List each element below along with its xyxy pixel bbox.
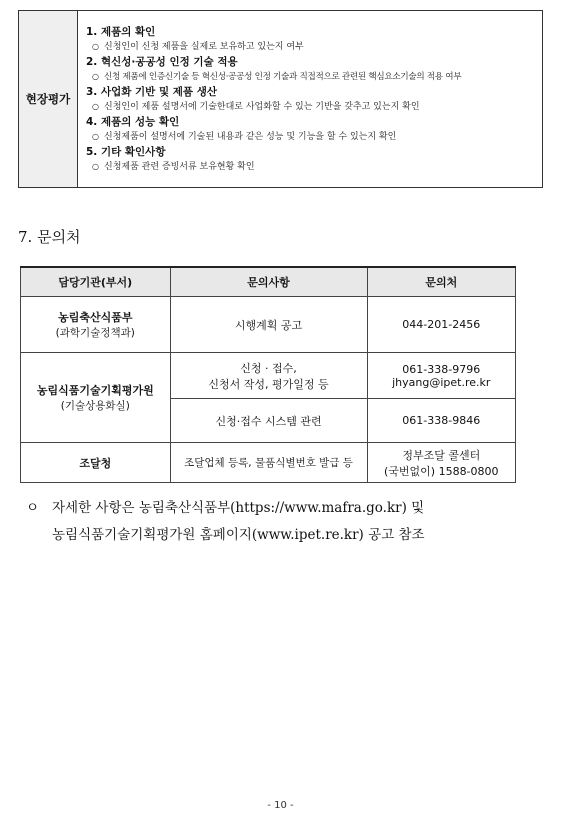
org-name: 농림축산식품부 (58, 311, 133, 324)
bullet-icon: ○ (92, 132, 99, 141)
table-header-row (21, 267, 516, 297)
contact-table (20, 266, 516, 483)
header-org: 담당기관(부서) (21, 267, 171, 297)
org-dept: (과학기술정책과) (55, 327, 135, 339)
table-row (21, 353, 516, 399)
inquiry-cell: 조달업체 등록, 물품식별번호 발급 등 (170, 443, 367, 483)
email-link[interactable]: jhyang@ipet.re.kr (392, 375, 491, 389)
evaluation-criteria (78, 11, 543, 188)
contact-cell: 044-201-2456 (367, 297, 515, 353)
evaluation-table (18, 10, 543, 188)
evaluation-label: 현장평가 (19, 11, 78, 188)
page-number: - 10 - (267, 800, 294, 811)
criteria-desc: ○ 신청인이 제품 설명서에 기술한대로 사업화할 수 있는 기반을 갖추고 있는지 확인 (92, 102, 420, 112)
criteria-title: 3. 사업화 기반 및 제품 생산 (86, 86, 218, 98)
contact-cell: 061-338-9846 (367, 399, 515, 443)
criteria-title: 4. 제품의 성능 확인 (86, 116, 180, 128)
table-row (21, 443, 516, 483)
note-line-1: ㅇ 자세한 사항은 농림축산식품부(https://www.mafra.go.kr) 및 (26, 495, 546, 522)
criteria-desc: ○ 신청인이 신청 제품을 실제로 보유하고 있는지 여부 (92, 42, 304, 52)
criteria-title: 2. 혁신성·공공성 인정 기술 적용 (86, 56, 238, 68)
criteria-title: 5. 기타 확인사항 (86, 146, 166, 158)
bullet-icon: ㅇ (26, 500, 40, 516)
criteria-desc: ○ 신청제품 관련 증빙서류 보유현황 확인 (92, 162, 255, 172)
criteria-title: 1. 제품의 확인 (86, 26, 156, 38)
org-dept: (기술상용화실) (60, 400, 130, 412)
criteria-desc: ○ 신청제품이 설명서에 기술된 내용과 같은 성능 및 기능을 할 수 있는지 확인 (92, 132, 397, 142)
org-cell (21, 297, 171, 353)
inquiry-cell: 시행계획 공고 (170, 297, 367, 353)
table-row (21, 297, 516, 353)
criteria-item (86, 84, 534, 114)
criteria-item (86, 114, 534, 144)
header-inquiry: 문의사항 (170, 267, 367, 297)
contact-cell: 061-338-9796 jhyang@ipet.re.kr (367, 353, 515, 399)
header-contact: 문의처 (367, 267, 515, 297)
bullet-icon: ○ (92, 72, 99, 81)
inquiry-cell: 신청 · 접수, 신청서 작성, 평가일정 등 (170, 353, 367, 399)
criteria-item (86, 54, 534, 84)
reference-note (26, 495, 546, 549)
inquiry-cell: 신청·접수 시스템 관련 (170, 399, 367, 443)
org-cell (21, 353, 171, 443)
org-cell (21, 443, 171, 483)
bullet-icon: ○ (92, 162, 99, 171)
criteria-item (86, 144, 534, 174)
org-name: 농림식품기술기획평가원 (36, 384, 154, 397)
bullet-icon: ○ (92, 42, 99, 51)
bullet-icon: ○ (92, 102, 99, 111)
contact-cell: 정부조달 콜센터 (국번없이) 1588-0800 (367, 443, 515, 483)
criteria-desc: ○ 신청 제품에 인증신기술 등 혁신성·공공성 인정 기술과 직접적으로 관련된 핵심요소기술의 적용 여부 (92, 72, 462, 82)
note-line-2: 농림식품기술기획평가원 홈페이지(www.ipet.re.kr) 공고 참조 (52, 527, 425, 543)
criteria-item (86, 24, 534, 54)
section-heading: 7. 문의처 (18, 228, 81, 246)
org-name: 조달청 (79, 456, 112, 470)
